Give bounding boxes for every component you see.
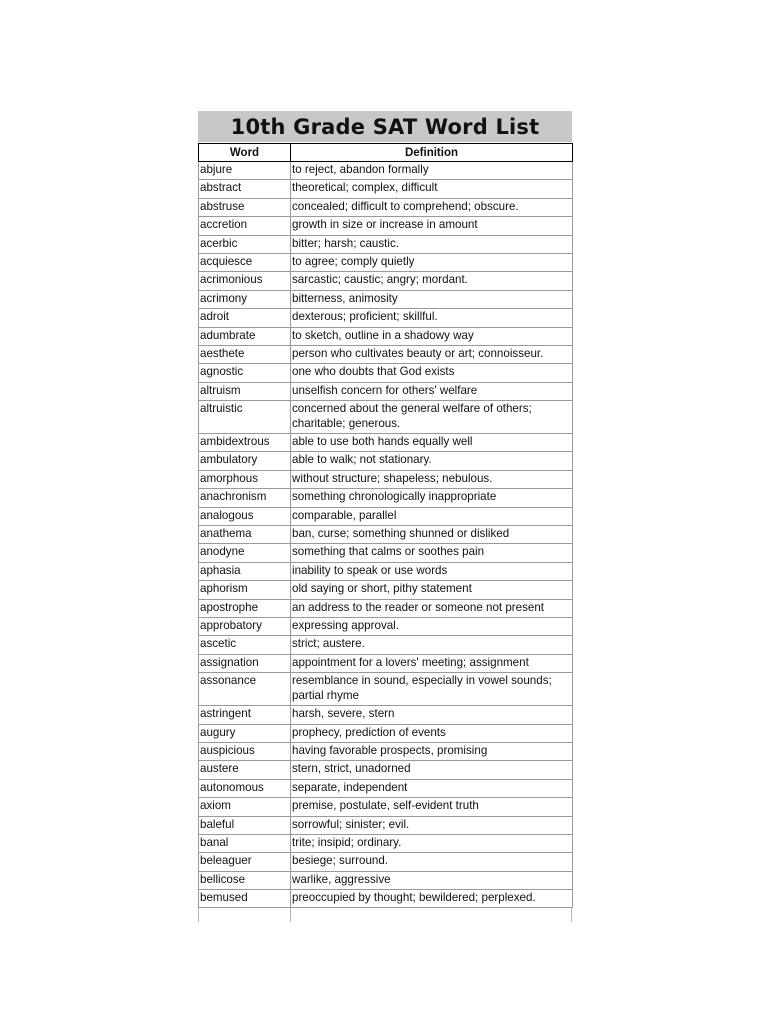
word-cell: amorphous: [199, 470, 291, 488]
word-cell: anachronism: [199, 489, 291, 507]
definition-cell: resemblance in sound, especially in vowel sounds; partial rhyme: [291, 673, 573, 706]
word-cell: ambulatory: [199, 452, 291, 470]
definition-cell: ban, curse; something shunned or disliked: [291, 526, 573, 544]
word-cell: austere: [199, 761, 291, 779]
table-row: [199, 779, 573, 797]
table-row: [199, 544, 573, 562]
table-row: [199, 742, 573, 760]
table-row: [199, 636, 573, 654]
word-cell: abjure: [199, 162, 291, 180]
word-cell: augury: [199, 724, 291, 742]
table-row: [199, 507, 573, 525]
definition-cell: stern, strict, unadorned: [291, 761, 573, 779]
page-title: 10th Grade SAT Word List: [198, 111, 572, 142]
gridline: [290, 908, 291, 922]
definition-cell: prophecy, prediction of events: [291, 724, 573, 742]
table-row: [199, 345, 573, 363]
word-cell: aphasia: [199, 562, 291, 580]
word-cell: beleaguer: [199, 853, 291, 871]
word-cell: acquiesce: [199, 253, 291, 271]
word-cell: assonance: [199, 673, 291, 706]
table-row: [199, 434, 573, 452]
table-row: [199, 253, 573, 271]
definition-cell: bitterness, animosity: [291, 290, 573, 308]
table-row: [199, 761, 573, 779]
table-row: [199, 599, 573, 617]
word-cell: aphorism: [199, 581, 291, 599]
table-row: [199, 470, 573, 488]
definition-cell: strict; austere.: [291, 636, 573, 654]
word-cell: analogous: [199, 507, 291, 525]
table-row: [199, 816, 573, 834]
table-row: [199, 162, 573, 180]
definition-cell: sorrowful; sinister; evil.: [291, 816, 573, 834]
word-cell: axiom: [199, 798, 291, 816]
word-cell: acrimonious: [199, 272, 291, 290]
definition-cell: able to use both hands equally well: [291, 434, 573, 452]
table-row: [199, 489, 573, 507]
word-cell: acerbic: [199, 235, 291, 253]
definition-cell: to reject, abandon formally: [291, 162, 573, 180]
table-row: [199, 401, 573, 434]
definition-cell: warlike, aggressive: [291, 871, 573, 889]
definition-cell: something chronologically inappropriate: [291, 489, 573, 507]
table-row: [199, 890, 573, 908]
word-cell: bellicose: [199, 871, 291, 889]
definition-cell: to sketch, outline in a shadowy way: [291, 327, 573, 345]
definition-cell: concealed; difficult to comprehend; obscure.: [291, 198, 573, 216]
definition-cell: able to walk; not stationary.: [291, 452, 573, 470]
word-list-sheet: [198, 111, 572, 922]
column-header-definition: Definition: [291, 144, 573, 162]
definition-cell: theoretical; complex, difficult: [291, 180, 573, 198]
word-cell: baleful: [199, 816, 291, 834]
table-continuation: [198, 908, 572, 922]
definition-cell: having favorable prospects, promising: [291, 742, 573, 760]
word-cell: auspicious: [199, 742, 291, 760]
word-cell: adumbrate: [199, 327, 291, 345]
word-cell: bemused: [199, 890, 291, 908]
table-row: [199, 452, 573, 470]
definition-cell: premise, postulate, self-evident truth: [291, 798, 573, 816]
table-row: [199, 235, 573, 253]
definition-cell: dexterous; proficient; skillful.: [291, 309, 573, 327]
definition-cell: besiege; surround.: [291, 853, 573, 871]
definition-cell: without structure; shapeless; nebulous.: [291, 470, 573, 488]
table-row: [199, 382, 573, 400]
definition-cell: concerned about the general welfare of others; charitable; generous.: [291, 401, 573, 434]
definition-cell: inability to speak or use words: [291, 562, 573, 580]
definition-cell: unselfish concern for others' welfare: [291, 382, 573, 400]
definition-cell: sarcastic; caustic; angry; mordant.: [291, 272, 573, 290]
word-cell: abstract: [199, 180, 291, 198]
table-row: [199, 217, 573, 235]
word-cell: aesthete: [199, 345, 291, 363]
definition-cell: harsh, severe, stern: [291, 706, 573, 724]
table-row: [199, 198, 573, 216]
table-row: [199, 562, 573, 580]
word-cell: altruism: [199, 382, 291, 400]
word-cell: adroit: [199, 309, 291, 327]
definition-cell: separate, independent: [291, 779, 573, 797]
table-row: [199, 798, 573, 816]
definition-cell: expressing approval.: [291, 617, 573, 635]
table-row: [199, 724, 573, 742]
definition-cell: one who doubts that God exists: [291, 364, 573, 382]
gridline: [198, 908, 199, 922]
definition-cell: trite; insipid; ordinary.: [291, 834, 573, 852]
word-cell: approbatory: [199, 617, 291, 635]
word-cell: abstruse: [199, 198, 291, 216]
definition-cell: preoccupied by thought; bewildered; perplexed.: [291, 890, 573, 908]
table-row: [199, 834, 573, 852]
table-row: [199, 871, 573, 889]
table-row: [199, 272, 573, 290]
word-cell: banal: [199, 834, 291, 852]
table-body: [199, 162, 573, 908]
definition-cell: old saying or short, pithy statement: [291, 581, 573, 599]
word-cell: autonomous: [199, 779, 291, 797]
definition-cell: comparable, parallel: [291, 507, 573, 525]
word-cell: altruistic: [199, 401, 291, 434]
word-table: [198, 143, 573, 908]
word-cell: assignation: [199, 654, 291, 672]
definition-cell: appointment for a lovers' meeting; assignment: [291, 654, 573, 672]
table-row: [199, 617, 573, 635]
table-row: [199, 706, 573, 724]
column-header-word: Word: [199, 144, 291, 162]
definition-cell: something that calms or soothes pain: [291, 544, 573, 562]
table-row: [199, 673, 573, 706]
definition-cell: an address to the reader or someone not present: [291, 599, 573, 617]
gridline: [571, 908, 572, 922]
definition-cell: bitter; harsh; caustic.: [291, 235, 573, 253]
table-row: [199, 180, 573, 198]
table-row: [199, 309, 573, 327]
table-row: [199, 327, 573, 345]
word-cell: accretion: [199, 217, 291, 235]
word-cell: ascetic: [199, 636, 291, 654]
definition-cell: to agree; comply quietly: [291, 253, 573, 271]
definition-cell: growth in size or increase in amount: [291, 217, 573, 235]
word-cell: anathema: [199, 526, 291, 544]
table-row: [199, 853, 573, 871]
header-row: [199, 144, 573, 162]
word-cell: apostrophe: [199, 599, 291, 617]
word-cell: anodyne: [199, 544, 291, 562]
table-row: [199, 526, 573, 544]
word-cell: astringent: [199, 706, 291, 724]
word-cell: ambidextrous: [199, 434, 291, 452]
table-row: [199, 290, 573, 308]
table-row: [199, 654, 573, 672]
definition-cell: person who cultivates beauty or art; connoisseur.: [291, 345, 573, 363]
word-cell: acrimony: [199, 290, 291, 308]
table-row: [199, 581, 573, 599]
table-row: [199, 364, 573, 382]
word-cell: agnostic: [199, 364, 291, 382]
